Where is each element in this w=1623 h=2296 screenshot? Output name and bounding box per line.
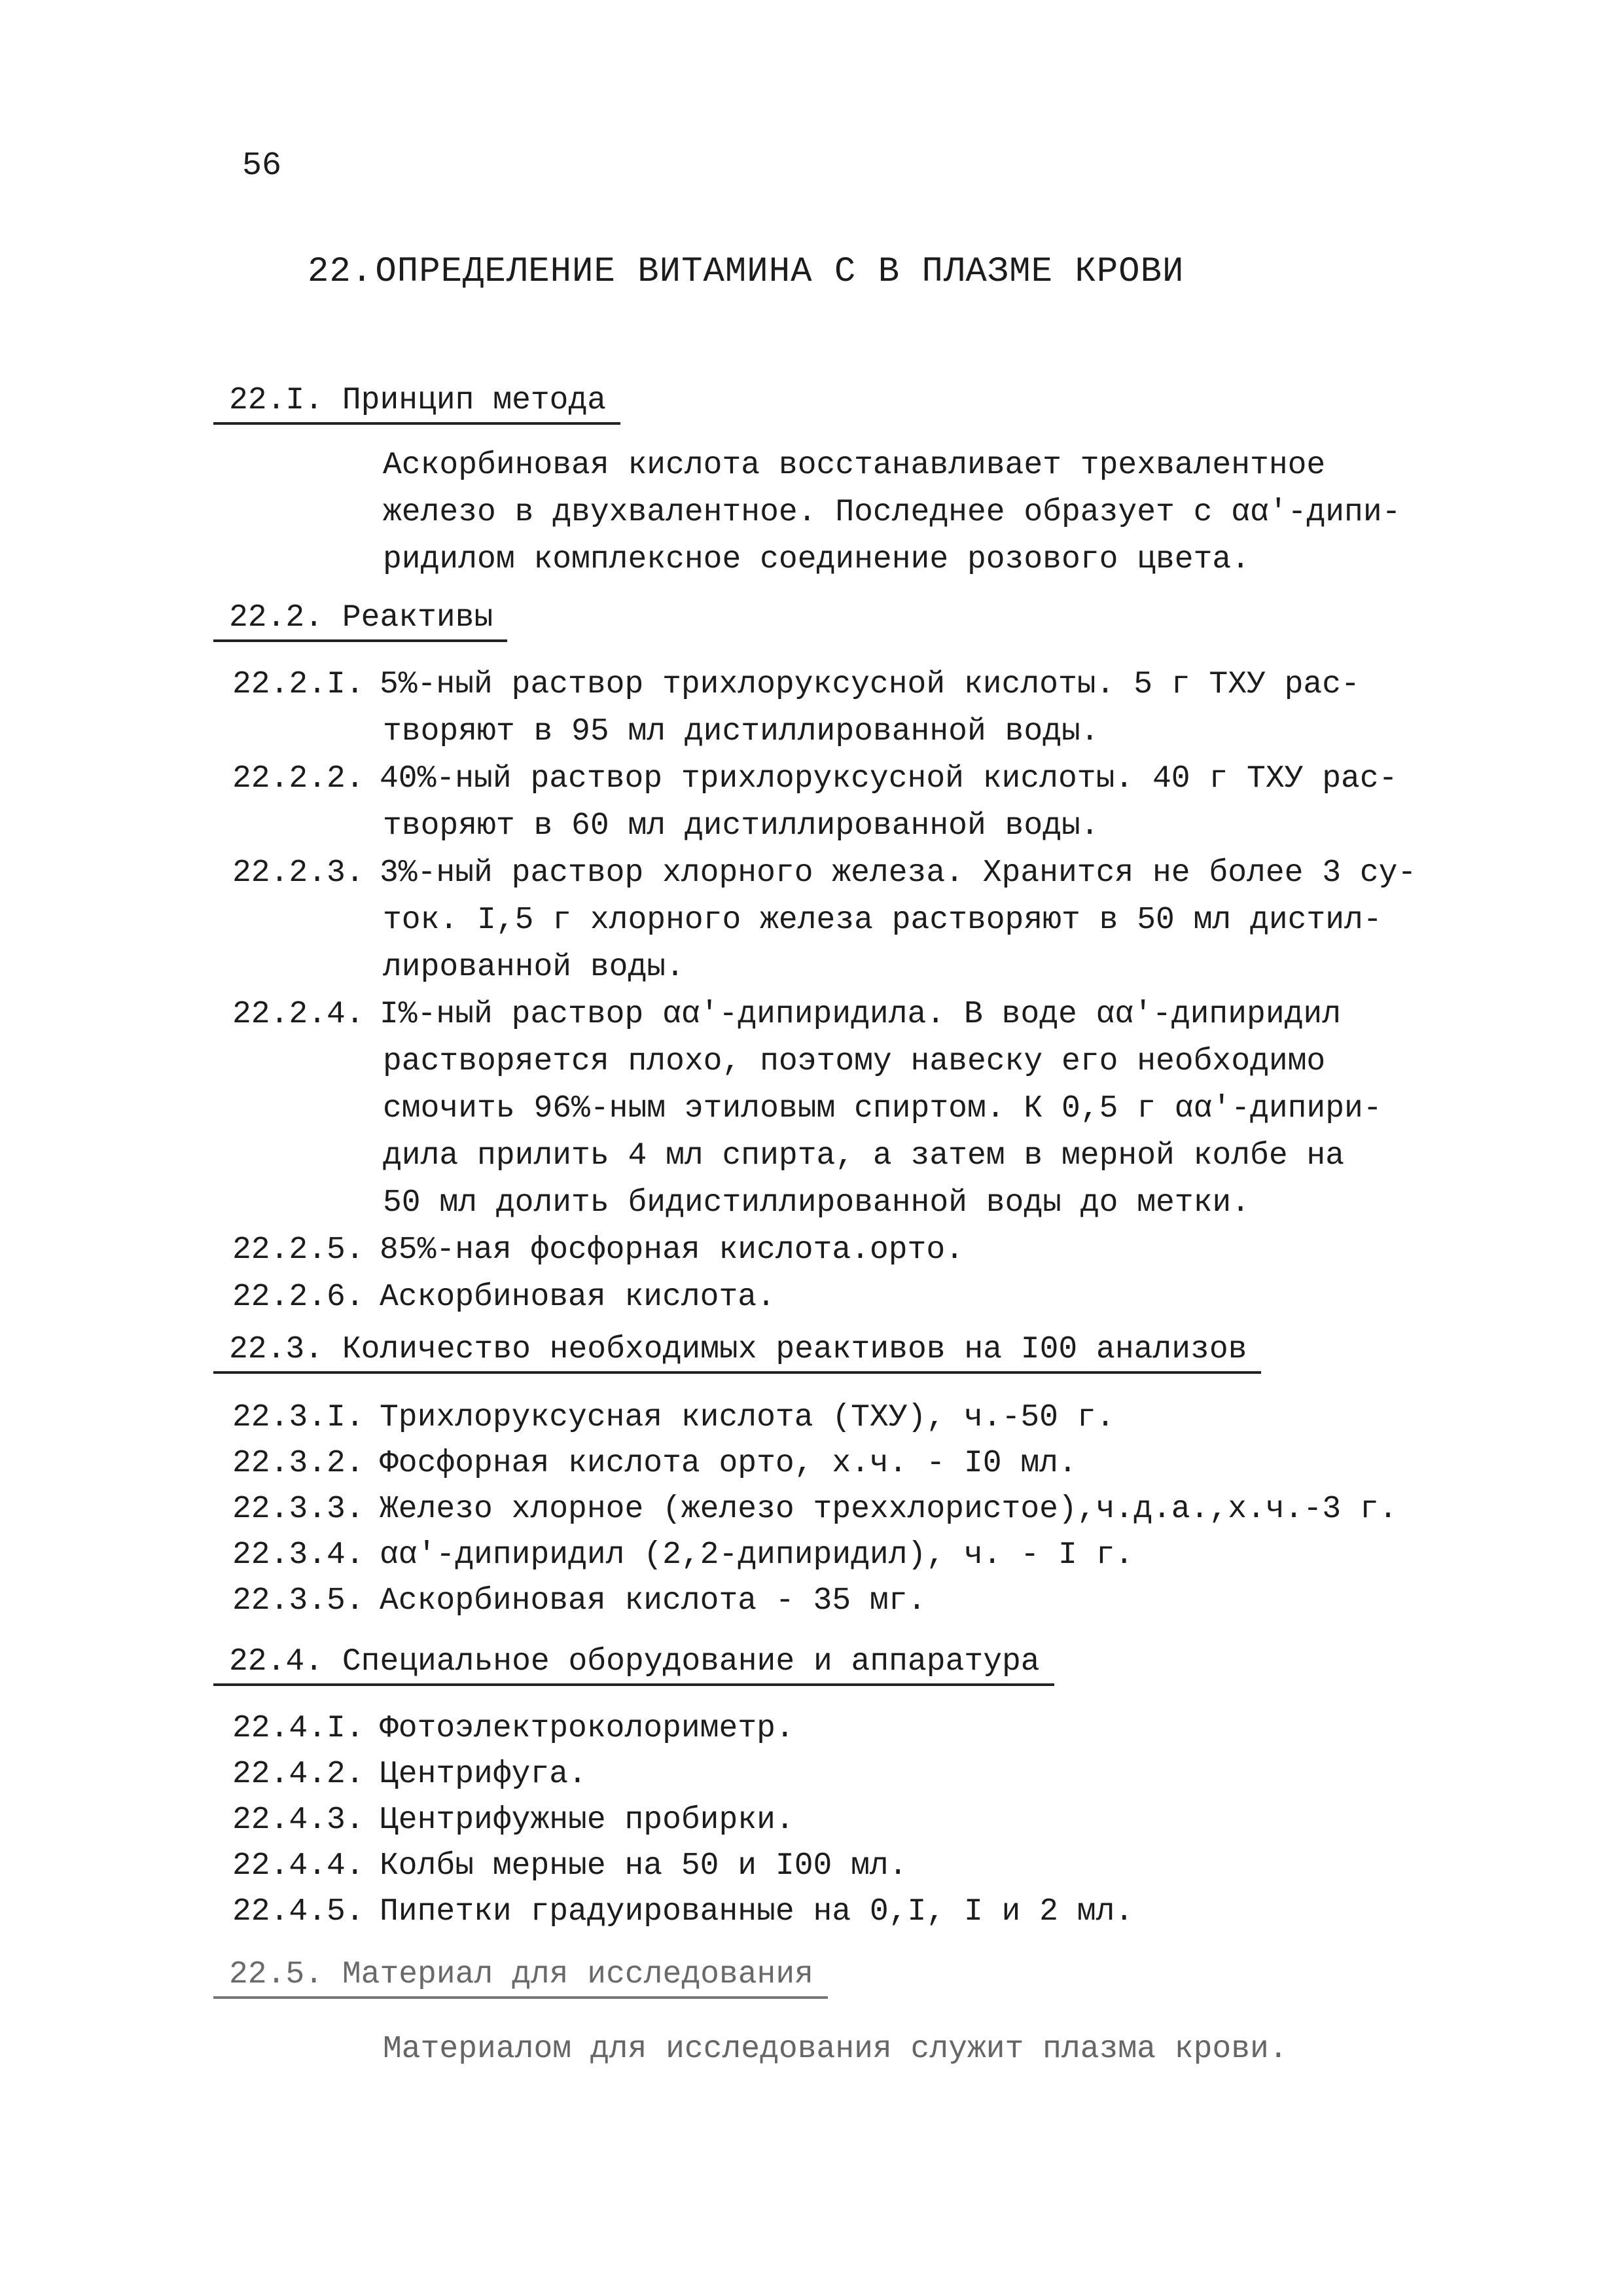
equipment-item [232, 1842, 908, 1890]
reagent-item [232, 1227, 964, 1274]
item-continuation: лированной воды. [383, 950, 685, 985]
item-number: 22.4.5. [232, 1894, 365, 1929]
material-line: Материалом для исследования служит плазма крови. [383, 2032, 1288, 2067]
item-continuation: дила прилить 4 мл спирта, а затем в мерной колбе на [383, 1138, 1345, 1174]
reagent-item [232, 991, 1341, 1038]
item-number: 22.4.2. [232, 1757, 365, 1792]
section-heading-principle: 22.I. Принцип метода [229, 383, 606, 421]
item-text: Аскорбиновая кислота - 35 мг. [380, 1583, 927, 1619]
chapter-number: 22. [308, 252, 374, 292]
item-continuation: творяют в 60 мл дистиллированной воды. [383, 808, 1099, 844]
item-continuation: смочить 96%-ным этиловым спиртом. К 0,5 г αα'-дипири- [383, 1091, 1382, 1126]
item-text: 85%-ная фосфорная кислота.орто. [380, 1232, 964, 1268]
item-text: Центрифуга. [380, 1757, 587, 1792]
item-number: 22.4.3. [232, 1803, 365, 1838]
item-text: Аскорбиновая кислота. [380, 1280, 776, 1315]
item-continuation: творяют в 95 мл дистиллированной воды. [383, 714, 1099, 749]
item-text: I%-ный раствор αα'-дипиридила. В воде αα'-дипиридил [380, 997, 1342, 1032]
item-text: Фотоэлектроколориметр. [380, 1711, 794, 1746]
item-continuation: ток. I,5 г хлорного железа растворяют в 50 мл дистил- [383, 903, 1382, 938]
item-number: 22.3.2. [232, 1446, 365, 1481]
item-number: 22.2.I. [232, 667, 365, 702]
quantity-item [232, 1577, 926, 1624]
reagent-item [232, 1274, 776, 1321]
item-number: 22.2.3. [232, 855, 365, 891]
item-text: αα'-дипиридил (2,2-дипиридил), ч. - I г. [380, 1537, 1134, 1573]
page-number: 56 [242, 147, 282, 185]
equipment-item [232, 1888, 1133, 1935]
item-text: 40%-ный раствор трихлоруксусной кислоты. 40 г ТХУ рас- [380, 761, 1398, 797]
item-text: Центрифужные пробирки. [380, 1803, 794, 1838]
section-heading-material: 22.5. Материал для исследования [229, 1957, 813, 1995]
quantity-item [232, 1440, 1077, 1487]
item-number: 22.2.6. [232, 1280, 365, 1315]
section-heading-quantities: 22.3. Количество необходимых реактивов на I00 анализов [229, 1332, 1247, 1370]
chapter-title [308, 252, 1184, 292]
item-text: 5%-ный раствор трихлоруксусной кислоты. 5 г ТХУ рас- [380, 667, 1360, 702]
item-number: 22.3.3. [232, 1492, 365, 1527]
item-text: 3%-ный раствор хлорного железа. Хранится не более 3 су- [380, 855, 1417, 891]
equipment-item [232, 1797, 794, 1844]
chapter-title-text: ОПРЕДЕЛЕНИЕ ВИТАМИНА С В ПЛАЗМЕ КРОВИ [375, 252, 1185, 292]
section-heading-equipment: 22.4. Специальное оборудование и аппаратура [229, 1644, 1040, 1682]
item-continuation: растворяется плохо, поэтому навеску его необходимо [383, 1044, 1326, 1079]
item-text: Трихлоруксусная кислота (ТХУ), ч.-50 г. [380, 1400, 1115, 1435]
reagent-item [232, 850, 1416, 897]
item-number: 22.3.4. [232, 1537, 365, 1573]
item-number: 22.2.2. [232, 761, 365, 797]
principle-line: Аскорбиновая кислота восстанавливает трехвалентное [383, 448, 1326, 483]
quantity-item [232, 1394, 1115, 1441]
item-text: Колбы мерные на 50 и I00 мл. [380, 1848, 908, 1884]
reagent-item [232, 755, 1397, 802]
equipment-item [232, 1751, 587, 1798]
item-number: 22.3.5. [232, 1583, 365, 1619]
item-number: 22.4.I. [232, 1711, 365, 1746]
item-text: Фосфорная кислота орто, х.ч. - I0 мл. [380, 1446, 1077, 1481]
equipment-item [232, 1705, 794, 1752]
principle-line: железо в двухвалентное. Последнее образует с αα'-дипи- [383, 495, 1401, 530]
reagent-item [232, 661, 1360, 708]
item-text: Пипетки градуированные на 0,I, I и 2 мл. [380, 1894, 1134, 1929]
section-heading-reagents: 22.2. Реактивы [229, 600, 493, 638]
item-continuation: 50 мл долить бидистиллированной воды до метки. [383, 1185, 1251, 1221]
principle-line: ридилом комплексное соединение розового цвета. [383, 542, 1251, 577]
quantity-item [232, 1486, 1397, 1533]
item-number: 22.4.4. [232, 1848, 365, 1884]
item-number: 22.3.I. [232, 1400, 365, 1435]
item-text: Железо хлорное (железо треххлористое),ч.д.а.,х.ч.-3 г. [380, 1492, 1398, 1527]
item-number: 22.2.5. [232, 1232, 365, 1268]
quantity-item [232, 1532, 1133, 1579]
item-number: 22.2.4. [232, 997, 365, 1032]
